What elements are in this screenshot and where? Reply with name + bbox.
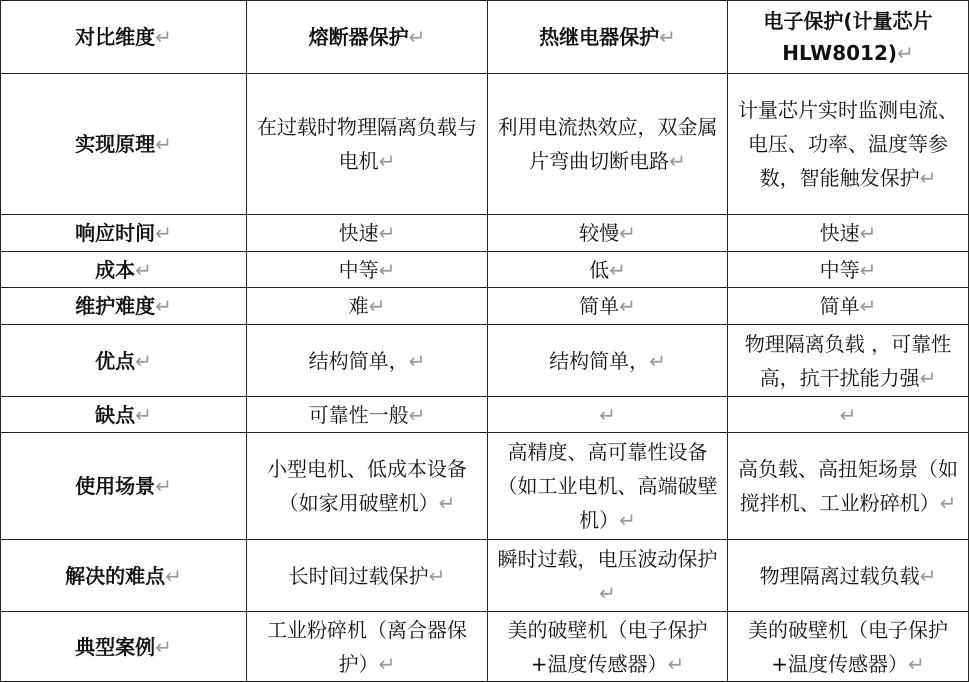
table-cell: 结构简单，↵ [247,325,488,397]
table-cell: 小型电机、低成本设备（如家用破壁机）↵ [247,433,488,540]
table-cell: 美的破壁机（电子保护+温度传感器）↵ [728,612,969,682]
table-cell: 美的破壁机（电子保护+温度传感器）↵ [488,612,728,682]
table-cell: 高负载、高扭矩场景（如搅拌机、工业粉碎机）↵ [728,433,969,540]
row-label: 优点↵ [1,325,247,397]
row-label: 典型案例↵ [1,612,247,682]
row-label: 使用场景↵ [1,433,247,540]
table-cell: ↵ [728,397,969,433]
row-label: 成本↵ [1,252,247,288]
row-label: 实现原理↵ [1,74,247,215]
table-cell: 高精度、高可靠性设备（如工业电机、高端破壁机）↵ [488,433,728,540]
header-cell: 热继电器保护↵ [488,1,728,74]
table-cell: 可靠性一般↵ [247,397,488,433]
table-cell: 工业粉碎机（离合器保护）↵ [247,612,488,682]
table-cell: 结构简单，↵ [488,325,728,397]
header-cell: 熔断器保护↵ [247,1,488,74]
table-cell: ↵ [488,397,728,433]
table-cell: 物理隔离过载负载↵ [728,540,969,612]
row-label: 缺点↵ [1,397,247,433]
header-row [1,1,969,74]
row-label: 响应时间↵ [1,215,247,252]
table-cell: 中等↵ [247,252,488,288]
row-label: 维护难度↵ [1,288,247,325]
table-cell: 计量芯片实时监测电流、电压、功率、温度等参数，智能触发保护↵ [728,74,969,215]
table-cell: 在过载时物理隔离负载与电机↵ [247,74,488,215]
table-cell: 快速↵ [728,215,969,252]
table-row [1,74,969,215]
table-cell: 中等↵ [728,252,969,288]
table-cell: 难↵ [247,288,488,325]
table-cell: 长时间过载保护↵ [247,540,488,612]
table-row [1,288,969,325]
table-cell: 快速↵ [247,215,488,252]
header-cell: 电子保护(计量芯片HLW8012)↵ [728,1,969,74]
table-cell: 利用电流热效应，双金属片弯曲切断电路↵ [488,74,728,215]
table-row [1,540,969,612]
row-label: 解决的难点↵ [1,540,247,612]
table-cell: 物理隔离负载 ，可靠性高，抗干扰能力强↵ [728,325,969,397]
table-cell: 简单↵ [488,288,728,325]
table-row [1,433,969,540]
table-cell: 简单↵ [728,288,969,325]
table-cell: 瞬时过载，电压波动保护↵ [488,540,728,612]
table-cell: 较慢↵ [488,215,728,252]
table-row [1,252,969,288]
table-cell: 低↵ [488,252,728,288]
table-row [1,612,969,682]
table-row [1,397,969,433]
table-row [1,325,969,397]
header-cell: 对比维度↵ [1,1,247,74]
table-row [1,215,969,252]
